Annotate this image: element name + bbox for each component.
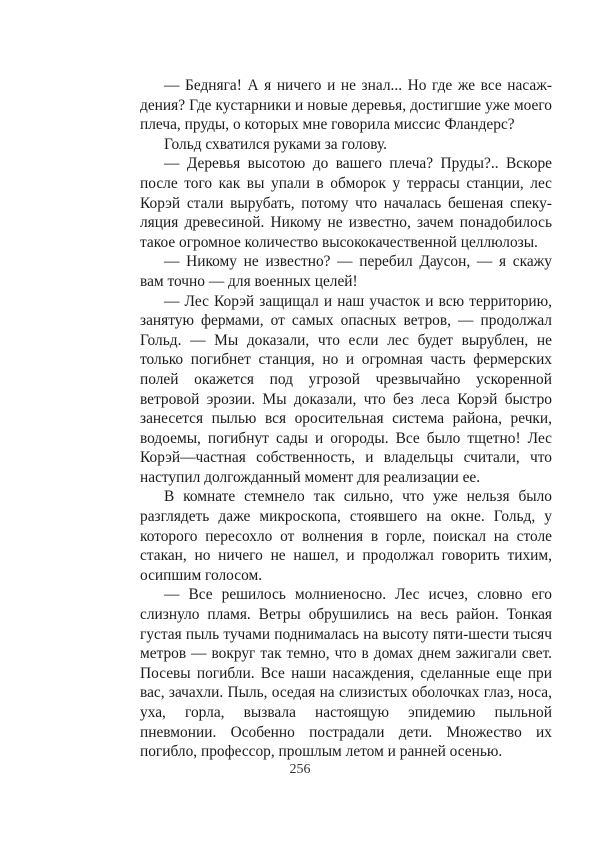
page-number: 256 [289,762,311,777]
paragraph-5: — Лес Корэй защищал и наш участок и всю территорию, занятую фермами, от самых опасных ветров, — продолжал Гольд. — Мы доказали, что если лес будет вырублен, не только погибнет станция, но и огромная часть фермерских полей окажется под угрозой чрезвычайно ускоренной ветровой эрозии. Мы доказали, что без леса Корэй быстро занесется пылью вся оросительная система района, речки, водоемы, погибнут сады и огороды. Все было тщетно! Лес Корэй—частная собственность, и владельцы считали, что наступил долгожданный момент для реализации ее. [140,292,552,486]
paragraph-4: — Никому не известно? — перебил Даусон, — я скажу вам точно — для военных целей! [140,253,552,290]
paragraph-3: — Деревья высотою до вашего плеча? Пруды?.. Вскоре после того как вы упали в обморок у террасы станции, лес Корэй стали вырубать, потому что началась бешеная спекуляция древесиной. Никому не известно, зачем понадобилось такое огромное количество высококачественной целлюлозы. [140,155,552,251]
paragraph-7: — Все решилось молниеносно. Лес исчез, словно его слизнуло пламя. Ветры обрушились на весь район. Тонкая густая пыль тучами поднималась на высоту пяти-шести тысяч метров — вокруг так темно, что в домах днем зажигали свет. Посевы погибли. Все наши насаждения, сделанные еще при вас, зачахли. Пыль, оседая на слизистых оболочках глаз, носа, уха, горла, вызвала настоящую эпидемию пыльной пневмонии. Особенно пострадали дети. Множество их погибло, профессор, прошлым летом и ранней осенью. [140,586,552,761]
paragraph-1: — Бедняга! А я ничего и не знал... Но где же все насаждения? Где кустарники и новые деревья, достигшие уже моего плеча, пруды, о которых мне говорила миссис Фландерс? [140,77,552,134]
paragraph-6: В комнате стемнело так сильно, что уже нельзя было разглядеть даже микроскопа, стоявшего на окне. Гольд, у которого пересохло от волнения в горле, поискал на столе стакан, но ничего не нашел, и продолжал говорить тихим, осипшим голосом. [140,488,552,584]
paragraph-2: Гольд схватился руками за голову. [164,135,388,153]
page-body-text [140,76,552,762]
